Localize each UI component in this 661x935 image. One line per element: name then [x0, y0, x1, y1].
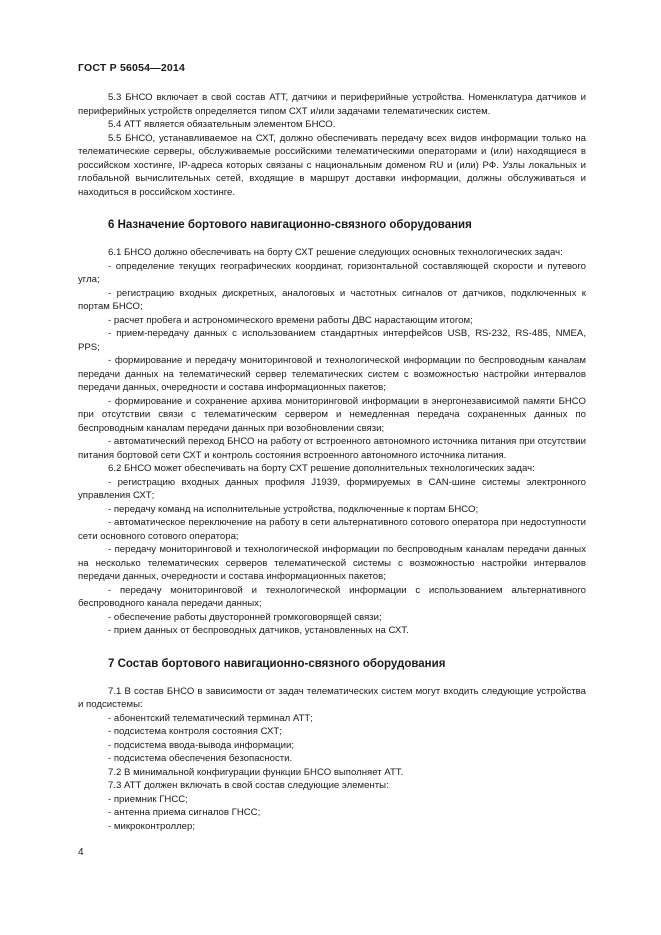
list-item: - определение текущих географических координат, горизонтальной составляющей скорости и путевого угла; — [78, 260, 586, 285]
list-item: - автоматический переход БНСО на работу от встроенного автономного источника питания при отсутствии питания бортовой сети СХТ и контроль состояния встроенного автономного источника питания. — [78, 436, 586, 461]
list-item: - регистрацию входных данных профиля J1939, формируемых в CAN-шине системы электронного управления СХТ; — [78, 476, 586, 501]
paragraph: 5.4 АТТ является обязательным элементом БНСО. — [108, 119, 336, 130]
intro-block — [78, 91, 586, 199]
list-item: - передачу мониторинговой и технологической информации с использованием альтернативного беспроводного канала передачи данных; — [78, 584, 586, 609]
list-item: - регистрацию входных дискретных, аналоговых и частотных сигналов от датчиков, подключенных к портам БНСО; — [78, 287, 586, 312]
paragraph: 6.1 БНСО должно обеспечивать на борту СХТ решение следующих основных технологических задач: — [108, 247, 563, 258]
paragraph: 7.1 В состав БНСО в зависимости от задач телематических систем могут входить следующие устройства и подсистемы: — [78, 685, 586, 710]
section-7-heading: 7 Состав бортового навигационно-связного оборудования — [108, 657, 446, 670]
section-6-body — [78, 246, 586, 638]
paragraph: 7.3 АТТ должен включать в свой состав следующие элементы: — [108, 780, 389, 791]
list-item: - микроконтроллер; — [108, 820, 196, 832]
list-item: - обеспечение работы двусторонней громкоговорящей связи; — [108, 611, 382, 623]
list-item: - прием данных от беспроводных датчиков, установленных на СХТ. — [108, 625, 409, 636]
list-item: - подсистема обеспечения безопасности. — [108, 753, 293, 764]
page-content — [78, 91, 586, 833]
list-item: - приемник ГНСС; — [108, 793, 188, 805]
list-item: - автоматическое переключение на работу в сети альтернативного сотового оператора при недоступности сети основного сотового оператора; — [78, 517, 586, 542]
paragraph: 5.5 БНСО, устанавливаемое на СХТ, должно обеспечивать передачу всех видов информации только на телематические серверы, обслуживаемые российскими телематическими операторами и (или) находящиеся в российском хостинге, IP-адреса которых связаны с национальным доменом RU и (или) РФ. Узлы локальных и глобальной вычислительных сетей, входящие в маршрут доставки информации, должны обслуживаться и находиться в российском хостинге. — [78, 132, 586, 198]
section-6-heading: 6 Назначение бортового навигационно-связного оборудования — [108, 219, 472, 231]
paragraph: 6.2 БНСО может обеспечивать на борту СХТ решение дополнительных технологических задач: — [108, 463, 535, 474]
list-item: - передачу мониторинговой и технологической информации по беспроводным каналам передачи данных на несколько телематических серверов телематической системы с возможностью настройки интервалов передачи данных, очередности и состава информационных пакетов; — [78, 544, 586, 582]
list-item: - расчет пробега и астрономического времени работы ДВС нарастающим итогом; — [108, 314, 473, 326]
list-item: - формирование и сохранение архива мониторинговой информации в энергонезависимой памяти БНСО при отсутствии связи с телематическим сервером и немедленная передача сохраненных данных по беспроводным каналам передачи данных при возобновлении связи; — [78, 395, 586, 434]
paragraph: 7.2 В минимальной конфигурации функции БНСО выполняет АТТ. — [108, 766, 404, 778]
document-header: ГОСТ Р 56054—2014 — [78, 62, 186, 74]
list-item: - антенна приема сигналов ГНСС; — [108, 807, 261, 818]
list-item: - абонентский телематический терминал АТТ; — [108, 712, 313, 724]
page-number: 4 — [78, 847, 84, 858]
list-item: - подсистема контроля состояния СХТ; — [108, 726, 282, 737]
paragraph: 5.3 БНСО включает в свой состав АТТ, датчики и периферийные устройства. Номенклатура датчиков и периферийных устройств определяется типом СХТ и/или задачами телематических систем. — [78, 92, 586, 117]
list-item: - подсистема ввода-вывода информации; — [108, 739, 295, 751]
list-item: - формирование и передачу мониторинговой и технологической информации по беспроводным каналам передачи данных на телематический сервер телематических систем с возможностью настройки интервалов передачи данных, очередности и состава информационных пакетов; — [78, 355, 586, 393]
section-7-body — [78, 685, 586, 834]
list-item: - прием-передачу данных с использованием стандартных интерфейсов USB, RS-232, RS-485, NMEA, PPS; — [78, 328, 586, 353]
list-item: - передачу команд на исполнительные устройства, подключенные к портам БНСО; — [108, 503, 479, 515]
